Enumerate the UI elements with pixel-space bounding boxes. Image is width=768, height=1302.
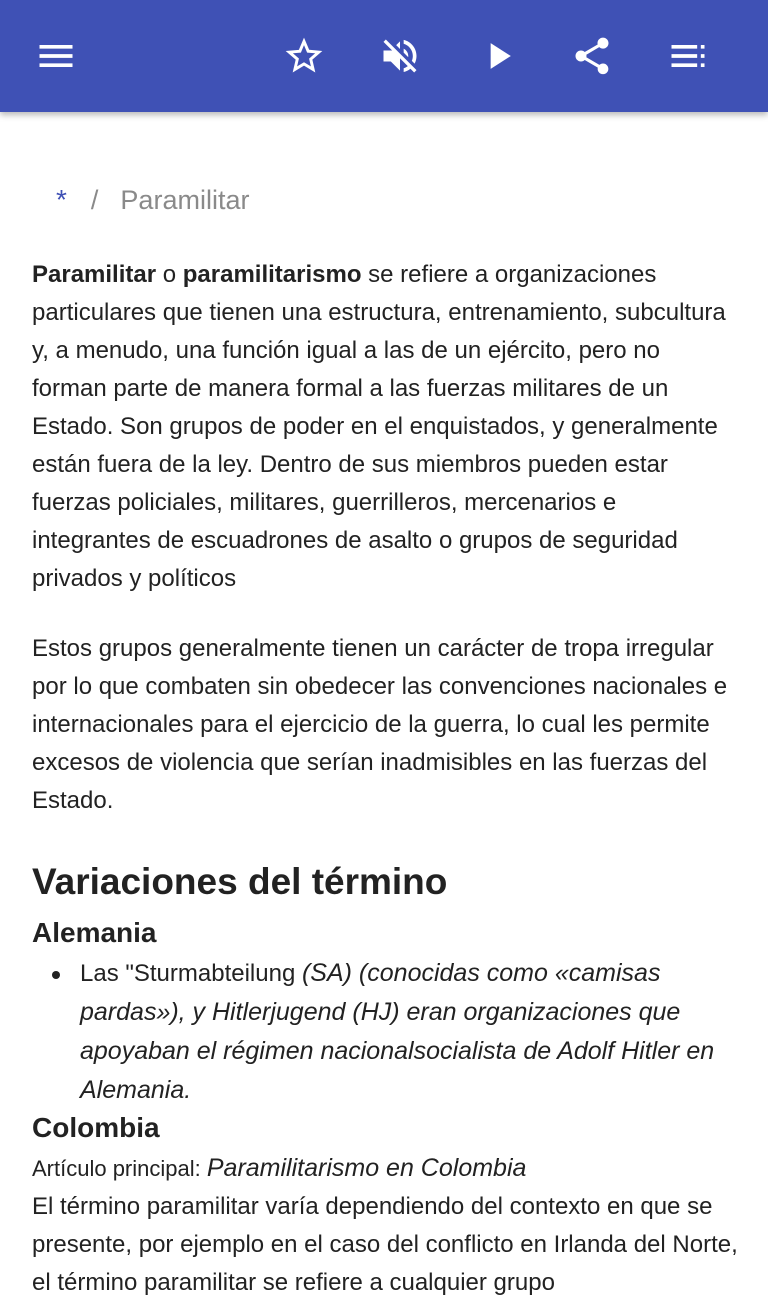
- main-article-note: [32, 1150, 526, 1187]
- main-article-link[interactable]: Paramilitarismo en Colombia: [206, 1154, 527, 1182]
- playlist-icon[interactable]: [662, 30, 714, 82]
- subheading-colombia: Colombia: [32, 1112, 160, 1143]
- intro-connector: o: [156, 261, 183, 288]
- intro-text: se refiere a organizaciones particulares que tienen una estructura, entrenamiento, subcultura y, a menudo, una función igual a las de un ejército, pero no forman parte de manera formal a las fuerzas militares de un Estado. Son grupos de poder en el enquistados, y generalmente están fuera de la ley. Dentro de sus miembros pueden estar fuerzas policiales, militares, guerrilleros, mercenarios e integrantes de escuadrones de asalto o grupos de seguridad privados y políticos: [32, 261, 726, 592]
- intro-paragraph: [32, 256, 740, 598]
- paragraph-2: Estos grupos generalmente tienen un carácter de tropa irregular por lo que combaten sin obedecer las convenciones nacionales e internacionales para el ejercicio de la guerra, lo cual les permite excesos de violencia que serían inadmisibles en las fuerzas del Estado.: [32, 635, 728, 814]
- alemania-list: [32, 954, 722, 1110]
- section-heading-variaciones: Variaciones del término: [32, 861, 448, 902]
- share-icon[interactable]: [566, 30, 618, 82]
- app-toolbar: [0, 0, 768, 112]
- colombia-paragraph: El término paramilitar varía dependiendo del contexto en que se presente, por ejemplo en el caso del conflicto en Irlanda del Norte, el término paramilitar se refiere a cualquier grupo: [32, 1193, 738, 1296]
- volume-off-icon[interactable]: [374, 30, 426, 82]
- term-bold: Paramilitar: [32, 261, 157, 288]
- list-item-text: Las "Sturmabteilung: [80, 960, 302, 987]
- breadcrumb-current: Paramilitar: [120, 185, 250, 215]
- menu-icon[interactable]: [30, 30, 82, 82]
- breadcrumb-separator: /: [90, 185, 99, 215]
- main-article-label: Artículo principal:: [32, 1156, 207, 1181]
- subheading-alemania: Alemania: [32, 917, 157, 948]
- list-item-italic: (SA) (conocidas como «camisas pardas»), y Hitlerjugend (HJ) eran organizaciones que apoyaban el régimen nacionalsocialista de Adolf Hitler en Alemania.: [80, 959, 715, 1104]
- breadcrumb-home-link[interactable]: *: [56, 184, 67, 215]
- term-bold-alt: paramilitarismo: [182, 261, 362, 288]
- list-item: [32, 954, 722, 1110]
- star-icon[interactable]: [278, 30, 330, 82]
- play-icon[interactable]: [472, 30, 524, 82]
- breadcrumb: [56, 184, 249, 216]
